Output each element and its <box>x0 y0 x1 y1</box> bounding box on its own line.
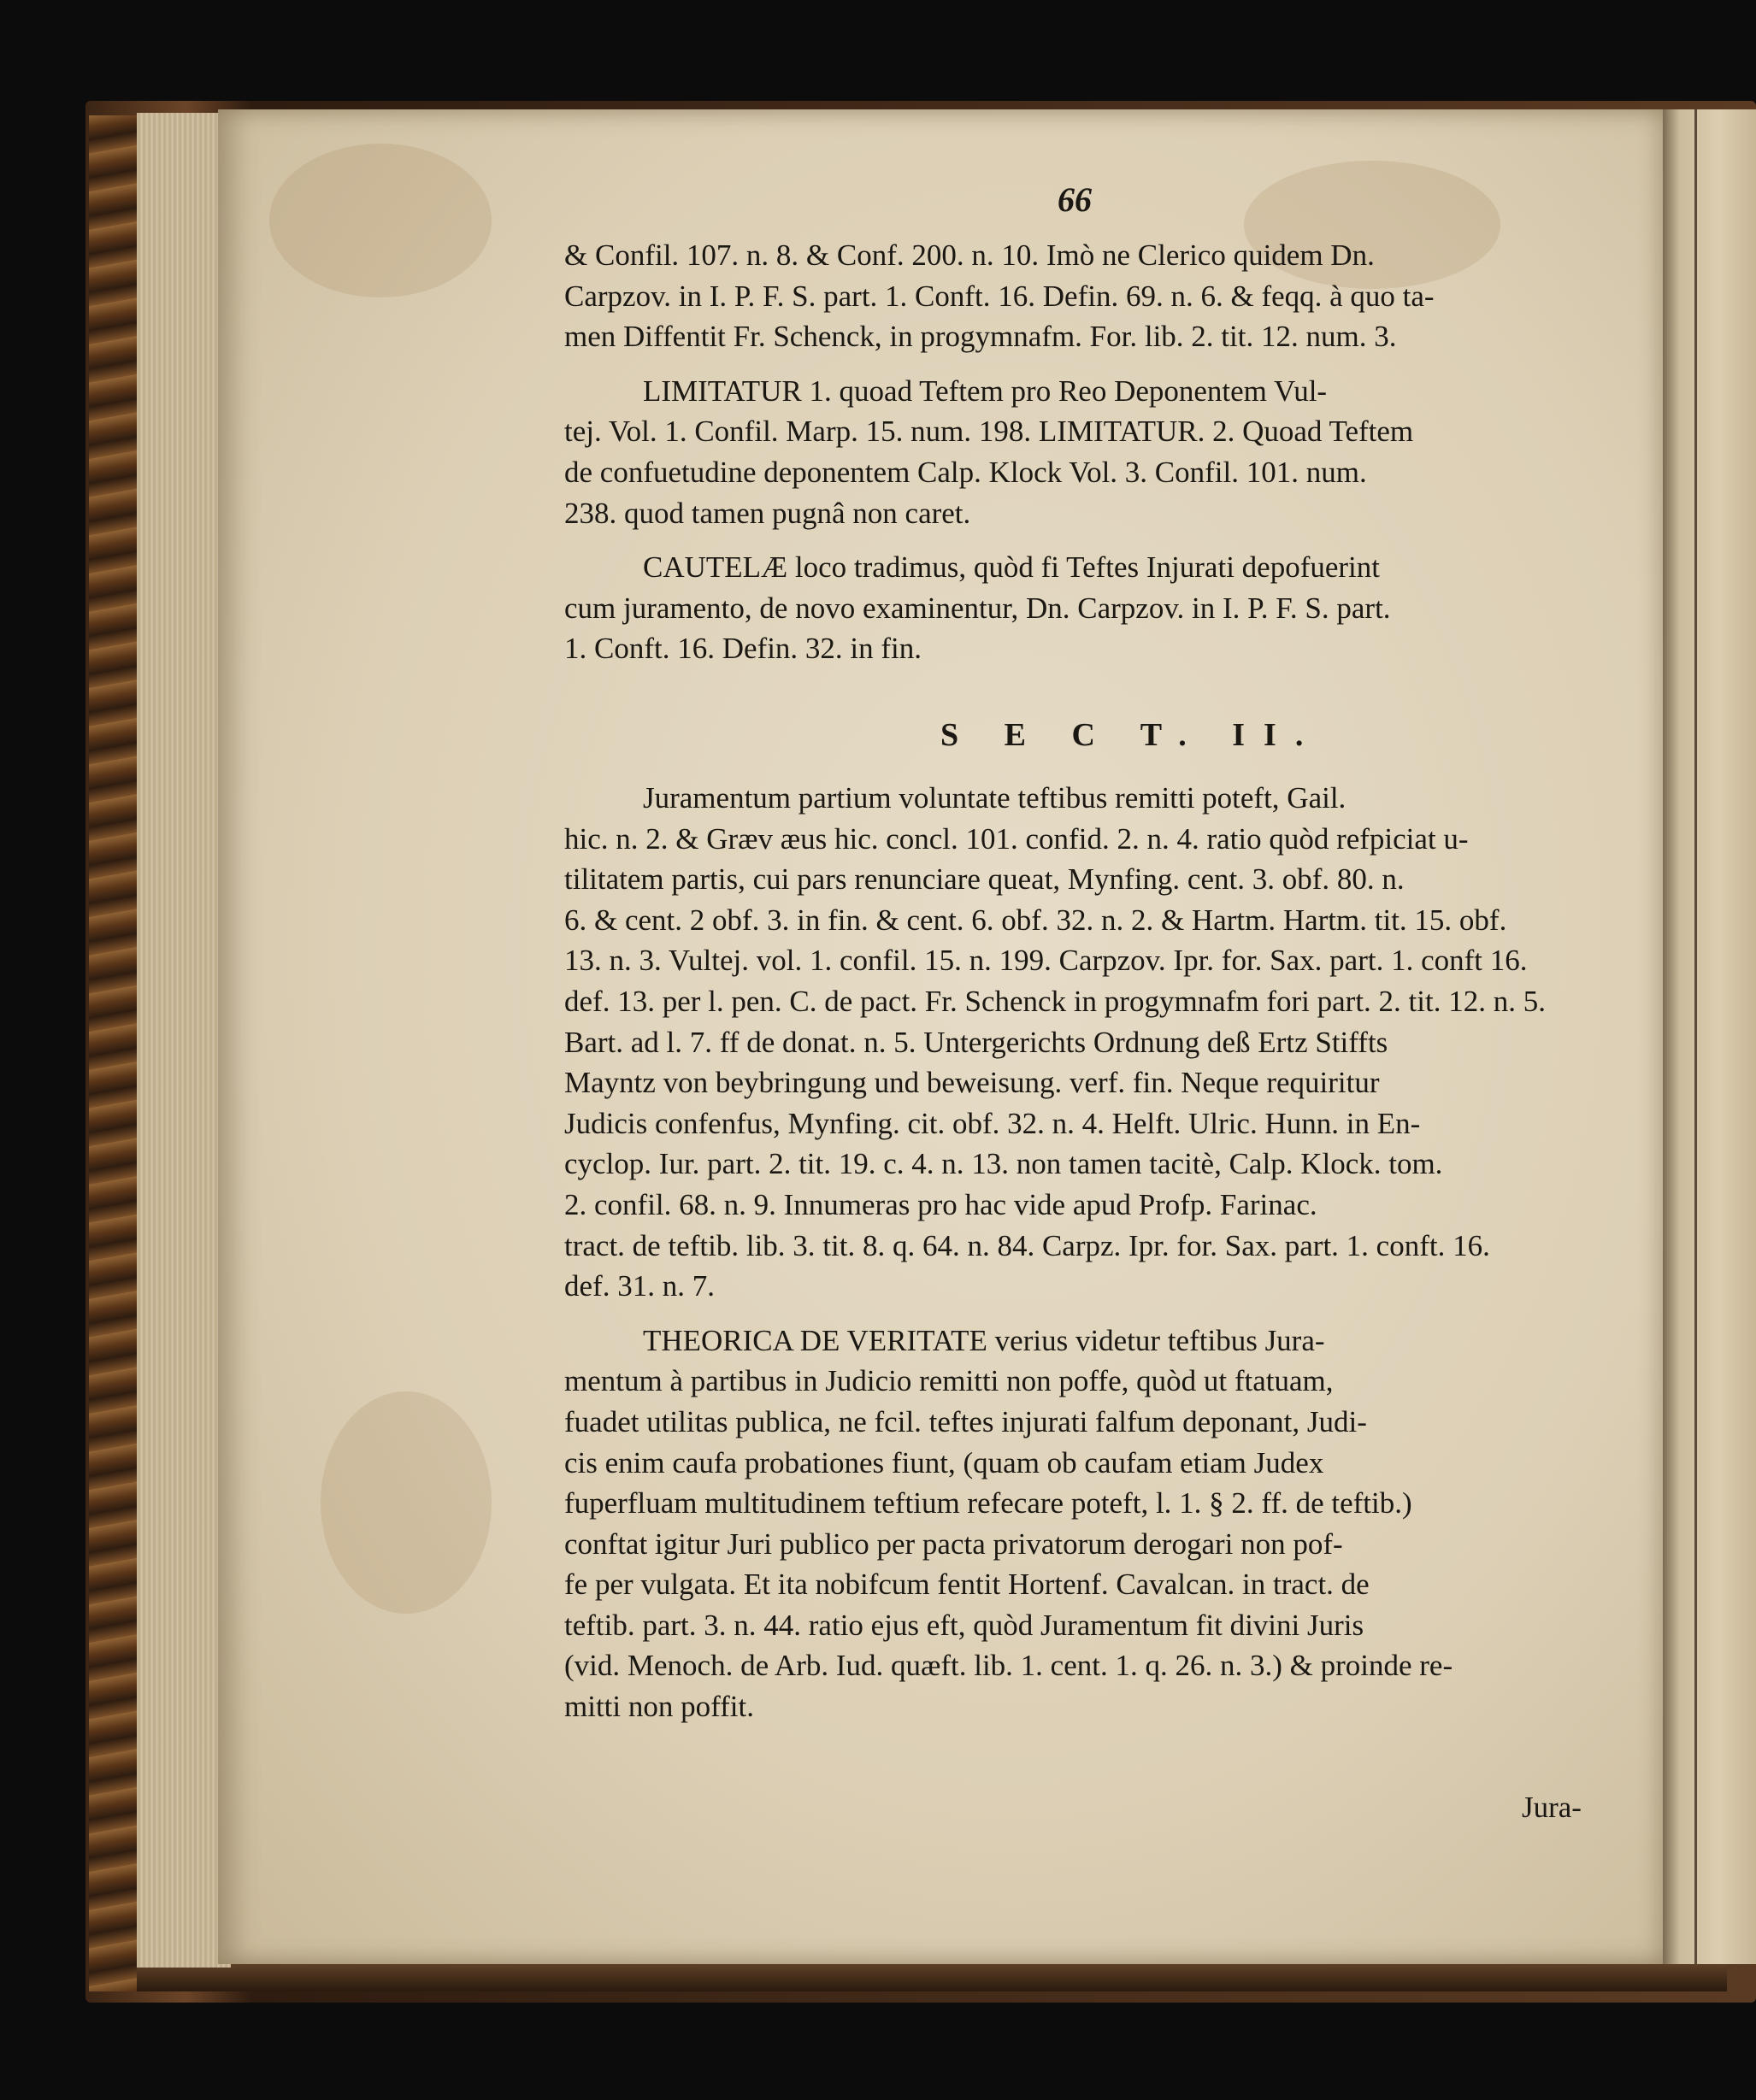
text-line: de confuetudine deponentem Calp. Klock Vol. 3. Confil. 101. num. <box>564 455 1367 489</box>
text-line: men Diffentit Fr. Schenck, in progymnafm. For. lib. 2. tit. 12. num. 3. <box>564 320 1397 354</box>
text-line: mentum à partibus in Judicio remitti non poffe, quòd ut ftatuam, <box>564 1364 1334 1398</box>
text-line: Mayntz von beybringung und beweisung. verf. fin. Neque requiritur <box>564 1066 1380 1100</box>
text-line: tej. Vol. 1. Confil. Marp. 15. num. 198. LIMITATUR. 2. Quoad Teftem <box>564 415 1414 449</box>
text-line: 6. & cent. 2 obf. 3. in fin. & cent. 6. obf. 32. n. 2. & Hartm. Hartm. tit. 15. obf. <box>564 903 1507 937</box>
text-line: mitti non poffit. <box>564 1690 754 1724</box>
text-line: fuadet utilitas publica, ne fcil. teftes injurati falfum deponant, Judi- <box>564 1404 1367 1438</box>
text-line: 1. Conft. 16. Defin. 32. in fin. <box>564 632 922 666</box>
text-line: 2. confil. 68. n. 9. Innumeras pro hac vide apud Profp. Farinac. <box>564 1187 1317 1221</box>
text-line: cum juramento, de novo examinentur, Dn. Carpzov. in I. P. F. S. part. <box>564 591 1391 625</box>
text-line: Carpzov. in I. P. F. S. part. 1. Conft. 16. Defin. 69. n. 6. & feqq. à quo ta- <box>564 279 1435 313</box>
text-line: def. 31. n. 7. <box>564 1269 715 1303</box>
text-line: conftat igitur Juri publico per pacta privatorum derogari non pof- <box>564 1526 1343 1561</box>
text-line: tilitatem partis, cui pars renunciare queat, Mynfing. cent. 3. obf. 80. n. <box>564 862 1405 897</box>
facing-page-edge <box>1663 109 1756 1964</box>
page-stain <box>321 1391 492 1614</box>
text-line: (vid. Menoch. de Arb. Iud. quæft. lib. 1. cent. 1. q. 26. n. 3.) & proinde re- <box>564 1649 1453 1683</box>
page-number: 66 <box>1058 180 1092 219</box>
page-text <box>564 235 1624 669</box>
catchword: Jura- <box>1522 1791 1582 1824</box>
text-line: CAUTELÆ loco tradimus, quòd fi Teftes Injurati depofuerint <box>643 550 1380 585</box>
text-line: THEORICA DE VERITATE verius videtur teftibus Jura- <box>643 1323 1325 1357</box>
text-line: LIMITATUR 1. quoad Teftem pro Reo Deponentem Vul- <box>643 374 1328 408</box>
text-line: hic. n. 2. & Græv æus hic. concl. 101. confid. 2. n. 4. ratio quòd refpiciat u- <box>564 821 1469 856</box>
text-line: teftib. part. 3. n. 44. ratio ejus eft, quòd Juramentum fit divini Juris <box>564 1608 1364 1642</box>
gutter-line <box>1694 109 1697 1964</box>
text-line: Judicis confenfus, Mynfing. cit. obf. 32. n. 4. Helft. Ulric. Hunn. in En- <box>564 1106 1421 1140</box>
text-line: 13. n. 3. Vultej. vol. 1. confil. 15. n. 199. Carpzov. Ipr. for. Sax. part. 1. conft 16. <box>564 944 1528 978</box>
text-line: Juramentum partium voluntate teftibus remitti poteft, Gail. <box>643 781 1346 815</box>
text-line: fuperfluam multitudinem teftium refecare poteft, l. 1. § 2. ff. de teftib.) <box>564 1486 1412 1521</box>
text-line: cyclop. Iur. part. 2. tit. 19. c. 4. n. 13. non tamen tacitè, Calp. Klock. tom. <box>564 1147 1443 1181</box>
text-line: & Confil. 107. n. 8. & Conf. 200. n. 10. Imò ne Clerico quidem Dn. <box>564 238 1375 272</box>
page-text <box>564 778 1624 1727</box>
text-line: def. 13. per l. pen. C. de pact. Fr. Schenck in progymnafm fori part. 2. tit. 12. n. 5. <box>564 984 1546 1018</box>
text-line: fe per vulgata. Et ita nobifcum fentit Hortenf. Cavalcan. in tract. de <box>564 1568 1370 1602</box>
text-line: 238. quod tamen pugnâ non caret. <box>564 496 971 530</box>
page-stain <box>269 144 492 297</box>
text-line: Bart. ad l. 7. ff de donat. n. 5. Untergerichts Ordnung deß Ertz Stiffts <box>564 1025 1388 1059</box>
page-stack-edge <box>137 113 231 1968</box>
text-line: tract. de teftib. lib. 3. tit. 8. q. 64. n. 84. Carpz. Ipr. for. Sax. part. 1. conft. 16. <box>564 1228 1490 1262</box>
section-heading: S E C T. II. <box>940 717 1323 753</box>
text-line: cis enim caufa probationes fiunt, (quam ob caufam etiam Judex <box>564 1445 1324 1479</box>
